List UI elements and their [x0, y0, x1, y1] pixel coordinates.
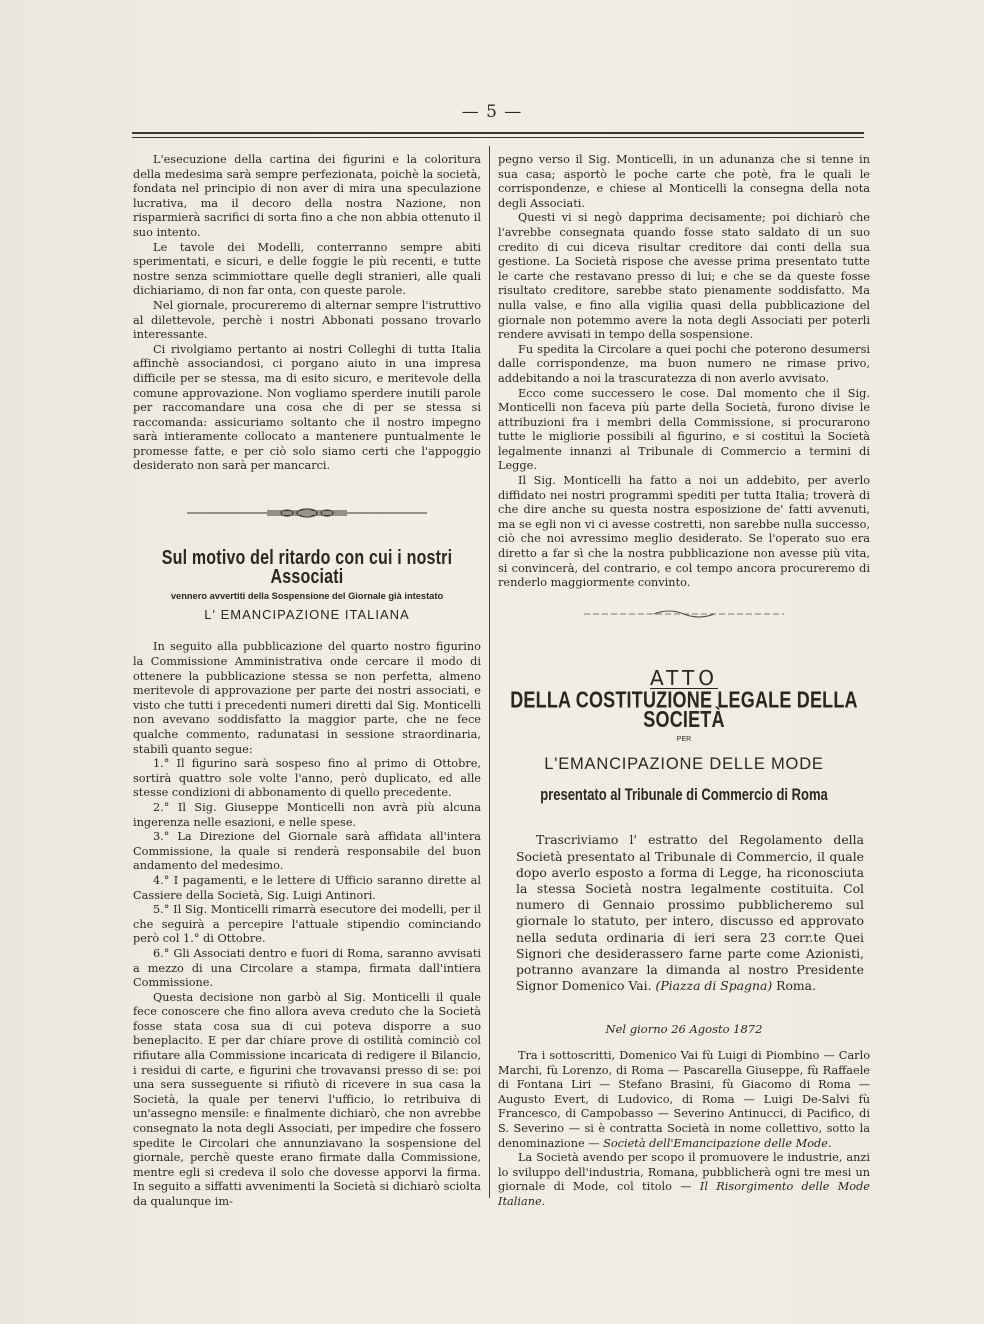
act-subtitle: presentato al Tribunale di Commercio di Roma: [540, 784, 828, 804]
intro-address: (Piazza di Spagna): [655, 978, 773, 994]
society-title: L'EMANCIPAZIONE DELLE MODE: [544, 755, 824, 774]
ornament-rule-icon: [187, 507, 427, 519]
intro-text: Trascriviamo l' estratto del Regolamento della Società presentato al Tribunale di Commercio, il quale dopo averlo esposto a forma di Legge, ha riconosciuta la stessa Società nostra legalmente costituita. Col numero di Gennaio prossimo pubblicheremo sul giornale lo statuto, per intero, discusso ed approvato nella seduta ordinaria di ieri sera 23 corr.te Quei Signori che desiderassero farne parte come Azionisti, potranno avanzare la dimanda al nostro Presidente Signor Domenico Vai.: [516, 832, 864, 994]
paragraph: [498, 1049, 870, 1151]
paragraph: In seguito alla pubblicazione del quarto nostro figurino la Commissione Amministrativa onde cercare il modo di ottenere la pubblicazione stessa se non perfetta, almeno meritevole di approvazione per parte dei nostri associati, e visto che tutti i precedenti numeri diretti dal Sig. Monticelli non avevano soddisfatto la maggior parte, che ne fece qualche commento, radunatasi in sessione straordinaria, stabilì quanto segue:: [133, 640, 481, 756]
list-item: 3.° La Direzione del Giornale sarà affidata all'intera Commissione, la quale si renderà responsabile del buon andamento del medesimo.: [133, 830, 481, 873]
paragraph: Le tavole dei Modelli, conterranno sempre abiti sperimentati, e sicuri, e delle foggie le più recenti, e tutte nostre senza scimmiottare quelle degli stranieri, alle quali dichiariamo, di non far onta, con queste parole.: [133, 240, 481, 298]
paragraph: Nel giornale, procureremo di alternar sempre l'istruttivo al dilettevole, perchè i nostri Abbonati possano trovarlo interessante.: [133, 298, 481, 342]
column-divider: [489, 146, 490, 1198]
section-subheading: vennero avvertiti della Sospensione del Giornale già intestato: [170, 591, 444, 602]
act-date: Nel giorno 26 Agosto 1872: [605, 1022, 763, 1037]
paragraph: Ecco come successero le cose. Dal momento che il Sig. Monticelli non faceva più parte della Società, furono divise le attribuzioni fra i membri della Commissione, si procurarono tutte le migliorie possibili al figurino, e si costituì la Società legalmente innanzi al Tribunale di Commercio a termini di Legge.: [498, 386, 870, 473]
list-item: 5.° Il Sig. Monticelli rimarrà esecutore dei modelli, per il che seguirà a percepire l'attuale stipendio cominciando però col 1.° di Ottobre.: [133, 903, 481, 946]
page-number: — 5 —: [461, 102, 523, 122]
act-per: PER: [676, 735, 692, 743]
paragraph: [516, 832, 864, 994]
paragraph: [498, 1151, 870, 1209]
paragraph: Ci rivolgiamo pertanto ai nostri Colleghi di tutta Italia affinchè associandosi, ci porgano aiuto in una impresa difficile per se stessa, ma di esito sicuro, e meritevole della comune approvazione. Non vogliamo sperdere inutili parole per raccomandare una cosa che di per se stessa si raccomanda: assicuriamo soltanto che il nostro impegno sarà intieramente collocato a mantenere puntualmente le promesse fatte, e per ciò solo siamo certi che l'appoggio desiderato non sarà per mancarci.: [133, 342, 481, 473]
signatories-text: Tra i sottoscritti, Domenico Vai fù Luigi di Piombino — Carlo Marchi, fù Lorenzo, di Roma — Pascarella Giuseppe, fù Raffaele di Fontana Liri — Stefano Brasini, fù Giacomo di Roma — Augusto Evert, di Ludovico, di Roma — Luigi De-Salvi fù Francesco, di Campobasso — Severino Antinucci, di Pacifico, di S. Severino — si è contratta Società in nome collettivo, sotto la denominazione —: [498, 1049, 870, 1150]
left-column: [133, 153, 481, 1210]
journal-name: Il Risorgimento delle Mode Italiane.: [498, 1180, 870, 1208]
paragraph: pegno verso il Sig. Monticelli, in un adunanza che si tenne in sua casa; asportò le poche carte che potè, fra le quali le corrispondenze, e chiese al Monticelli la consegna della nota degli Associati.: [498, 153, 870, 210]
society-name: Società dell'Emancipazione delle Mode.: [603, 1136, 832, 1150]
header-rule-thin: [132, 137, 864, 138]
header-rule: [132, 132, 864, 134]
journal-title: L' EMANCIPAZIONE ITALIANA: [204, 606, 410, 622]
section-heading: Sul motivo del ritardo con cui i nostri Associati: [161, 547, 453, 588]
purpose-text: La Società avendo per scopo il promuovere le industrie, anzi lo sviluppo dell'industria, Romana, pubblicherà ogni tre mesi un giornale di Mode, col titolo —: [498, 1151, 870, 1194]
ornament-rule-icon: [584, 609, 784, 619]
act-title: DELLA COSTITUZIONE LEGALE DELLA SOCIETÀ: [510, 687, 858, 733]
right-column: [498, 153, 870, 1210]
act-heading: ATTO: [650, 665, 718, 690]
paragraph: Fu spedita la Circolare a quei pochi che poterono desumersi dalle corrispondenze, ma buon numero ne rimase privo, addebitando a noi la trascuratezza di non averlo avvisato.: [498, 342, 870, 385]
paragraph: Questa decisione non garbò al Sig. Monticelli il quale fece conoscere che fino allora aveva creduto che la Società fosse stata cosa sua di cui poteva disporre a suo beneplacito. E per dar chiare prove di ostilità cominciò col rifiutare alla Commissione incaricata di redigere il Bilancio, i residui di carte, e figurini che trovavansi presso di se: poi una sera susseguente si rifiutò di ricevere in sua casa la Società, la quale per tenervi l'ufficio, lo retribuiva di un'assegno mensile: e finalmente dichiarò, che non avrebbe consegnato la nota degli Associati, per impedire che fossero spedite le Circolari che annunziavano la sospensione del giornale, perchè queste erano firmate dalla Commissione, mentre egli si credeva il solo che dovesse apporvi la firma. In seguito a siffatti avvenimenti la Società si dichiarò sciolta da qualunque im-: [133, 990, 481, 1208]
paragraph: L'esecuzione della cartina dei figurini e la coloritura della medesima sarà sempre perfezionata, poichè la società, fondata nel principio di non aver di mira una speculazione lucrativa, ma il decoro della nostra Nazione, non risparmierà sacrifici di sorta fino a che non abbia ottenuto il suo intento.: [133, 153, 481, 239]
act-intro: [498, 832, 870, 994]
paragraph: Questi vi si negò dapprima decisamente; poi dichiarò che l'avrebbe consegnata quando fosse stato saldato di un suo credito di cui diceva risultar creditore dai conti della sua gestione. La Società rispose che avesse prima presentato tutte le carte che restavano presso di lui; e che se da queste fosse risultato creditore, sarebbe stato pienamente soddisfatto. Ma nulla valse, e fino alla vigilia quasi della pubblicazione del giornale non potemmo avere la nota degli Associati per poterli rendere avvisati in tempo della sospensione.: [498, 211, 870, 342]
list-item: 1.° Il figurino sarà sospeso fino al primo di Ottobre, sortirà quattro sole volte l'anno, però duplicato, ed alle stesse condizioni di abbonamento di quello precedente.: [133, 757, 481, 800]
intro-city: Roma.: [776, 978, 817, 994]
list-item: 2.° Il Sig. Giuseppe Monticelli non avrà più alcuna ingerenza nelle esazioni, e nelle spese.: [133, 800, 481, 829]
ornament-divider: [133, 502, 481, 524]
list-item: 6.° Gli Associati dentro e fuori di Roma, saranno avvisati a mezzo di una Circolare a stampa, firmata dall'intiera Commissione.: [133, 946, 481, 990]
ornament-divider: [498, 603, 870, 625]
list-item: 4.° I pagamenti, e le lettere di Ufficio saranno dirette al Cassiere della Società, Sig. Luigi Antinori.: [133, 873, 481, 902]
paragraph: Il Sig. Monticelli ha fatto a noi un addebito, per averlo diffidato nei nostri programmi spediti per tutta Italia; troverà di che dire anche su questa nostra esposizione de' fatti avvenuti, ma se egli non vi ci avesse costretti, non sarebbe nulla successo, ciò che noi avressimo meglio desiderato. Se l'operato suo era diretto a far sì che la nostra pubblicazione non avesse più vita, si convincerà, del contrario, e col tempo ancora procureremo di renderlo maggiormente convinto.: [498, 474, 870, 590]
